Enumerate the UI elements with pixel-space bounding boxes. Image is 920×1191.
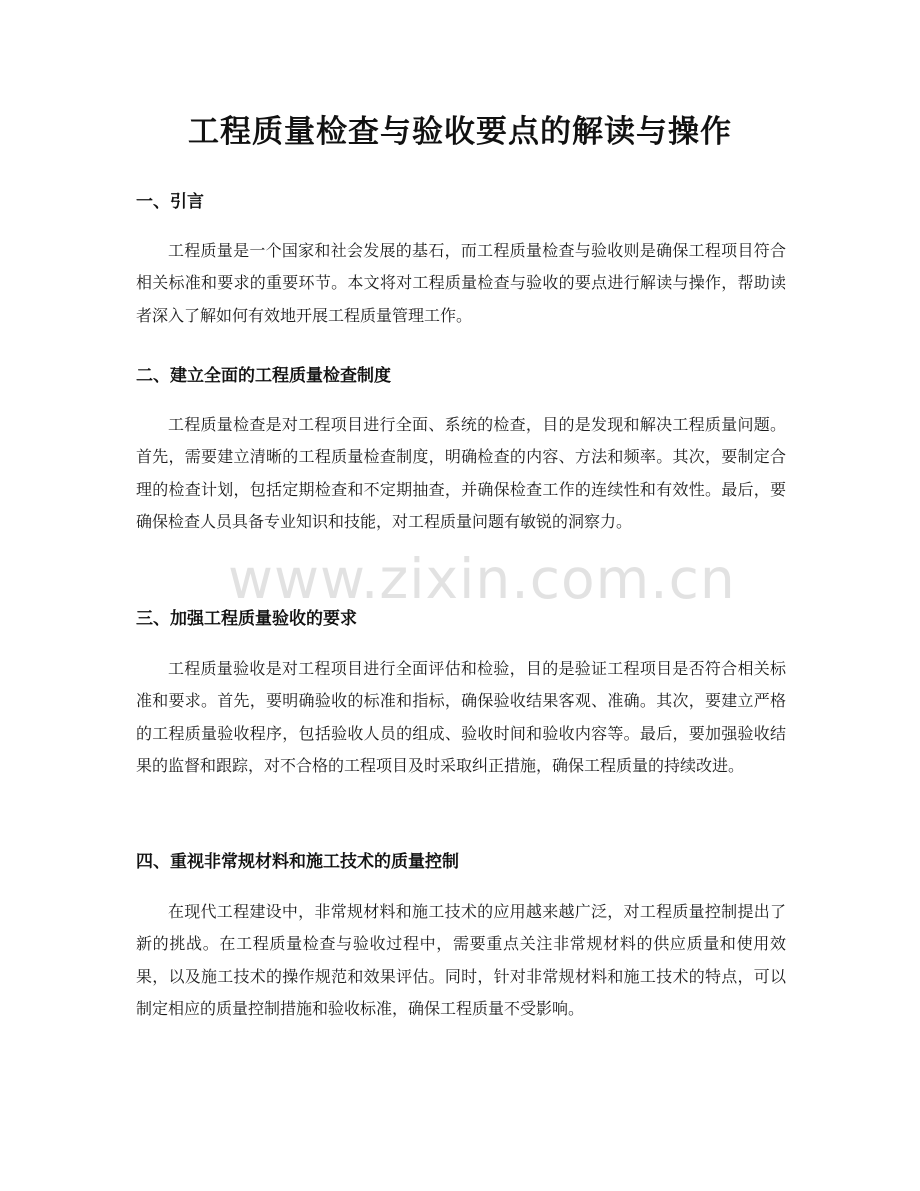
watermark: www.zixin.com.cn [228, 547, 736, 611]
section-paragraph-unconventional-materials: 在现代工程建设中，非常规材料和施工技术的应用越来越广泛，对工程质量控制提出了新的挑战。在工程质量检查与验收过程中，需要重点关注非常规材料的供应质量和使用效果，以及施工技术的操作规范和效果评估。同时，针对非常规材料和施工技术的特点，可以制定相应的质量控制措施和验收标准，确保工程质量不受影响。 [136, 902, 786, 1018]
section-paragraph-introduction: 工程质量是一个国家和社会发展的基石，而工程质量检查与验收则是确保工程项目符合相关标准和要求的重要环节。本文将对工程质量检查与验收的要点进行解读与操作，帮助读者深入了解如何有效地开展工程质量管理工作。 [136, 241, 786, 325]
document-title: 工程质量检查与验收要点的解读与操作 [188, 114, 732, 150]
section-heading-unconventional-materials: 四、重视非常规材料和施工技术的质量控制 [136, 852, 459, 872]
section-heading-introduction: 一、引言 [136, 192, 204, 212]
section-heading-inspection-system: 二、建立全面的工程质量检查制度 [136, 366, 391, 386]
section-heading-acceptance-requirements: 三、加强工程质量验收的要求 [136, 609, 357, 629]
section-paragraph-inspection-system: 工程质量检查是对工程项目进行全面、系统的检查，目的是发现和解决工程质量问题。首先，需要建立清晰的工程质量检查制度，明确检查的内容、方法和频率。其次，要制定合理的检查计划，包括定期检查和不定期抽查，并确保检查工作的连续性和有效性。最后，要确保检查人员具备专业知识和技能，对工程质量问题有敏锐的洞察力。 [136, 415, 786, 531]
section-paragraph-acceptance-requirements: 工程质量验收是对工程项目进行全面评估和检验，目的是验证工程项目是否符合相关标准和要求。首先，要明确验收的标准和指标，确保验收结果客观、准确。其次，要建立严格的工程质量验收程序，包括验收人员的组成、验收时间和验收内容等。最后，要加强验收结果的监督和跟踪，对不合格的工程项目及时采取纠正措施，确保工程质量的持续改进。 [136, 659, 786, 775]
